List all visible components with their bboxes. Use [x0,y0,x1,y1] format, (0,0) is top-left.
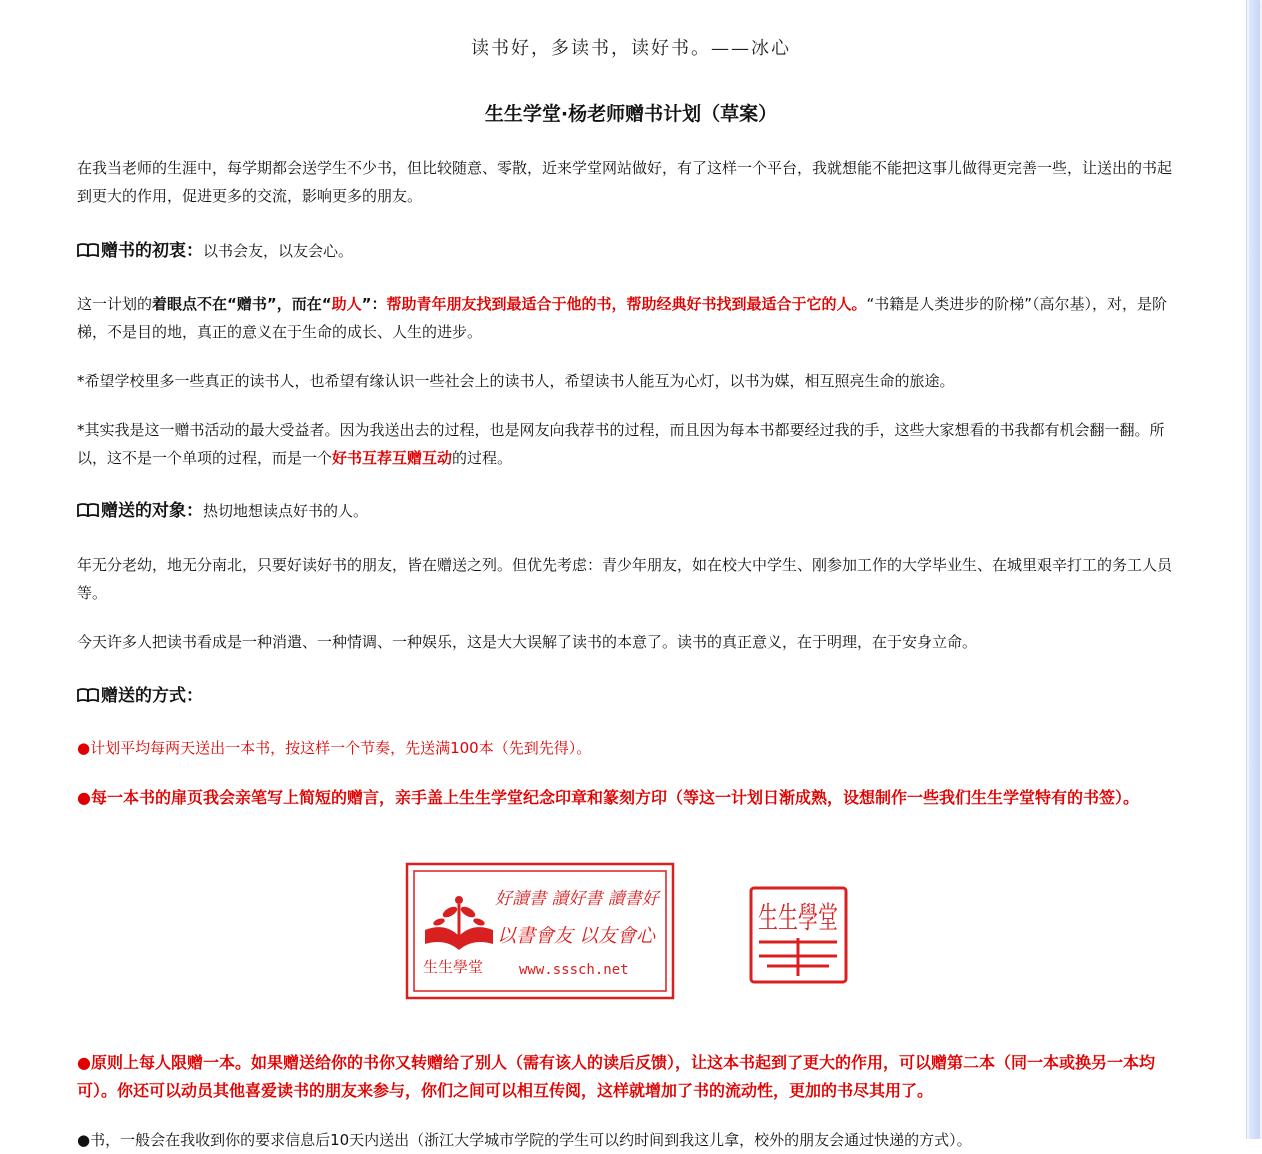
seal-text: 生生學堂 [758,901,838,936]
method-bullet-3: ●原则上每人限赠一本。如果赠送给你的书你又转赠给了别人（需有该人的读后反馈），让这本书起到了更大的作用，可以赠第二本（同一本或换另一本均可）。你还可以动员其他喜爱读书的朋友来参与，你们之间可以相互传阅，这样就增加了书的流动性，更加的书尽其用了。 [77,1053,1155,1100]
section-text: 以书会友，以友会心。 [203,242,354,260]
open-book-icon [77,503,99,517]
section-label: 赠送的方式 [101,686,186,706]
beneficiary-lead: *其实我是这一赠书活动的最大受益者。因为我送出去的过程，也是网友向我荐书的过程，而且因为每本书都要经过我的手，这些大家想看的书我都有机会翻一翻。所以，这不是一个单项的过程，而是一个 [77,421,1165,467]
recipients-paragraph: 年无分老幼，地无分南北，只要好读好书的朋友，皆在赠送之列。但优先考虑：青少年朋友，如在校大中学生、刚参加工作的大学毕业生、在城里艰辛打工的务工人员等。 [77,556,1173,602]
method-bullet-4: ●书，一般会在我收到你的要求信息后10天内送出（浙江大学城市学院的学生可以约时间到我这儿拿，校外的朋友会通过快递的方式）。 [77,1131,972,1149]
intro-paragraph: 在我当老师的生涯中，每学期都会送学生不少书，但比较随意、零散，近来学堂网站做好，有了这样一个平台，我就想能不能把这事儿做得更完善一些，让送出的书起到更大的作用，促进更多的交流，影响更多的朋友。 [77,159,1173,205]
open-book-icon [77,243,99,257]
meaning-paragraph: 今天许多人把读书看成是一种消遣、一种情调、一种娱乐，这是大大误解了读书的本意了。读书的真正意义，在于明理，在于安身立命。 [77,633,978,651]
focus-red-1: 助人 [331,295,362,313]
section-recipients: 赠送的对象：热切地想读点好书的人。 [77,497,1185,525]
focus-bold-2: ”： [361,295,387,313]
scrollbar-thumb[interactable] [1249,0,1260,1139]
section-method: 赠送的方式： [77,682,1185,710]
focus-bold-1: 着眼点不在“赠书”，而在“ [152,295,332,313]
hope-paragraph: *希望学校里多一些真正的读书人，也希望有缘认识一些社会上的读书人，希望读书人能互为心灯，以书为媒，相互照亮生命的旅途。 [77,372,955,390]
beneficiary-red: 好书互荐互赠互动 [332,449,453,467]
method-bullet-1: ●计划平均每两天送出一本书，按这样一个节奏，先送满100本（先到先得）。 [77,739,592,757]
focus-lead: 这一计划的 [77,295,153,313]
beneficiary-tail: 的过程。 [452,449,513,467]
stamp-images [77,852,1185,1012]
stamp-name: 生生學堂 [423,958,484,976]
epigraph-quote: 读书好，多读书，读好书。——冰心 [471,38,791,59]
section-label: 赠送的对象 [101,501,186,521]
stamp-url: www.sssch.net [519,962,629,978]
vertical-scrollbar[interactable] [1246,0,1262,1139]
square-seal [751,888,846,982]
open-book-icon [77,688,99,702]
page-title: 生生学堂·杨老师赠书计划（草案） [484,103,778,125]
stamp-motto: 好讀書 讀好書 讀書好 [495,889,659,909]
stamp-slogan: 以書會友 以友會心 [497,925,656,947]
section-label: 赠书的初衷 [101,241,186,261]
section-original-intent: 赠书的初衷：以书会友，以友会心。 [77,237,1185,265]
focus-tail: “书籍是人类进步的阶梯”（高尔基），对，是阶梯，不是目的地，真正的意义在于生命的成长、人生的进步。 [77,295,1168,341]
beneficiary-paragraph [77,416,1185,472]
method-bullet-2: ●每一本书的扉页我会亲笔写上简短的赠言，亲手盖上生生学堂纪念印章和篆刻方印（等这一计划日渐成熟，设想制作一些我们生生学堂特有的书签）。 [77,788,1139,807]
focus-paragraph [77,290,1185,346]
focus-red-2: 帮助青年朋友找到最适合于他的书，帮助经典好书找到最适合于它的人。 [386,295,867,313]
section-text: 热切地想读点好书的人。 [203,502,369,520]
stamp-graphics [77,852,1185,1012]
